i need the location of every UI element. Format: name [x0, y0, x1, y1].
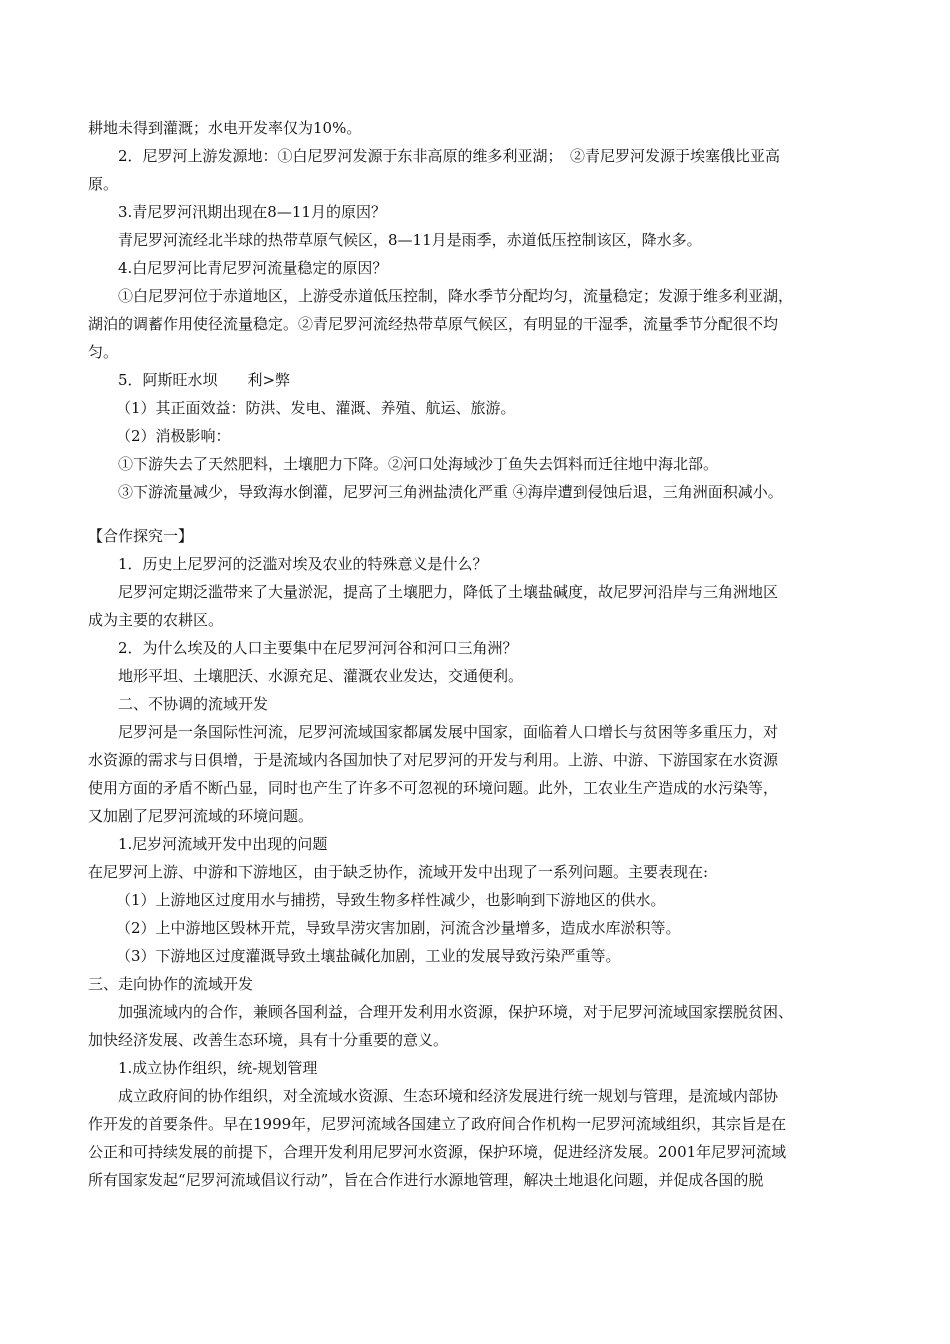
answer-text: 地形平坦、土壤肥沃、水源充足、灌溉农业发达，交通便利。	[118, 667, 524, 685]
sub-item: （2）消极影响：	[116, 427, 231, 445]
question-heading: 1．历史上尼罗河的泛滥对埃及农业的特殊意义是什么？	[118, 555, 488, 573]
text-line: 湖泊的调蓄作用使径流量稳定。②青尼罗河流经热带草原气候区，有明显的干湿季，流量季节分配很不均	[88, 315, 779, 333]
text-line: 成为主要的农耕区。	[88, 611, 224, 629]
text-line: 耕地未得到灌溉；水电开发率仅为10%。	[88, 119, 362, 137]
sub-item: （1）其正面效益：防洪、发电、灌溉、养殖、航运、旅游。	[116, 399, 516, 417]
answer-text: ③下游流量减少，导致海水倒灌，尼罗河三角洲盐渍化严重 ④海岸遭到侵蚀后退，三角洲面积减小。	[118, 483, 783, 501]
sub-item: （2）上中游地区毁林开荒，导致旱涝灾害加剧，河流含沙量增多，造成水库淤积等。	[116, 919, 681, 937]
sub-item: （3）下游地区过度灌溉导致土壤盐碱化加剧，工业的发展导致污染严重等。	[116, 947, 621, 965]
text-line: 水资源的需求与日俱增，于是流域内各国加快了对尼罗河的开发与利用。上游、中游、下游国家在水资源	[88, 751, 779, 769]
list-item: 2．尼罗河上游发源地：①白尼罗河发源于东非高原的维多利亚湖； ②青尼罗河发源于埃塞俄比亚高	[118, 147, 781, 165]
sub-heading: 1.尼岁河流域开发中出现的问题	[118, 835, 328, 853]
text-line: 加快经济发展、改善生态环境，具有十分重要的意义。	[88, 1031, 449, 1049]
section-heading: 二、不协调的流域开发	[118, 695, 269, 713]
answer-text: ①下游失去了天然肥料，土壤肥力下降。②河口处海域沙丁鱼失去饵料而迁往地中海北部。	[118, 455, 719, 473]
answer-text: 青尼罗河流经北半球的热带草原气候区，8—11月是雨季，赤道低压控制该区，降水多。	[118, 231, 702, 249]
section-heading: 三、走向协作的流域开发	[88, 975, 254, 993]
answer-text: 尼罗河定期泛滥带来了大量淤泥，提高了土壤肥力，降低了土壤盐碱度，故尼罗河沿岸与三角洲地区	[118, 583, 779, 601]
paragraph-text: 在尼罗河上游、中游和下游地区，由于缺乏协作，流域开发中出现了一系列问题。主要表现在:	[88, 863, 709, 881]
answer-text: ①白尼罗河位于赤道地区，上游受赤道低压控制，降水季节分配均匀，流量稳定；发源于维多利亚湖，	[118, 287, 794, 305]
document-page	[88, 114, 878, 1194]
paragraph-text: 成立政府间的协作组织，对全流域水资源、生态环境和经济发展进行统一规划与管理，是流域内部协	[118, 1087, 779, 1105]
text-line: 使用方面的矛盾不断凸显，同时也产生了许多不可忽视的环境问题。此外，工农业生产造成的水污染等，	[88, 779, 779, 797]
section-gap	[88, 506, 878, 522]
sub-heading: 1.成立协作组织，统-规划管理	[118, 1059, 318, 1077]
section-heading: 【合作探究一】	[88, 527, 194, 545]
sub-item: （1）上游地区过度用水与捕捞，导致生物多样性减少，也影响到下游地区的供水。	[116, 891, 666, 909]
text-line: 公正和可持续发展的前提下，合理开发利用尼罗河水资源，保护环境，促进经济发展。2001年尼罗河流域	[88, 1143, 787, 1161]
question-heading: 4.白尼罗河比青尼罗河流量稳定的原因？	[118, 259, 388, 277]
text-line: 匀。	[88, 343, 119, 361]
text-line: 又加剧了尼罗河流域的环境问题。	[88, 807, 314, 825]
text-line: 作开发的首要条件。早在1999年，尼罗河流域各国建立了政府间合作机构一尼罗河流域组织，其宗旨是在	[88, 1115, 787, 1133]
paragraph-text: 尼罗河是一条国际性河流，尼罗河流域国家都属发展中国家，面临着人口增长与贫困等多重压力，对	[118, 723, 779, 741]
text-line: 原。	[88, 175, 119, 193]
question-heading: 3.青尼罗河汛期出现在8—11月的原因？	[118, 203, 386, 221]
text-line: 所有国家发起“尼罗河流域倡议行动”，旨在合作进行水源地管理，解决土地退化问题，并促成各国的脱	[88, 1171, 764, 1189]
question-heading: 2．为什么埃及的人口主要集中在尼罗河河谷和河口三角洲？	[118, 639, 518, 657]
list-item: 5．阿斯旺水坝 利>弊	[118, 371, 291, 389]
paragraph-text: 加强流域内的合作，兼顾各国利益，合理开发利用水资源，保护环境，对于尼罗河流域国家摆脱贫困、	[118, 1003, 794, 1021]
